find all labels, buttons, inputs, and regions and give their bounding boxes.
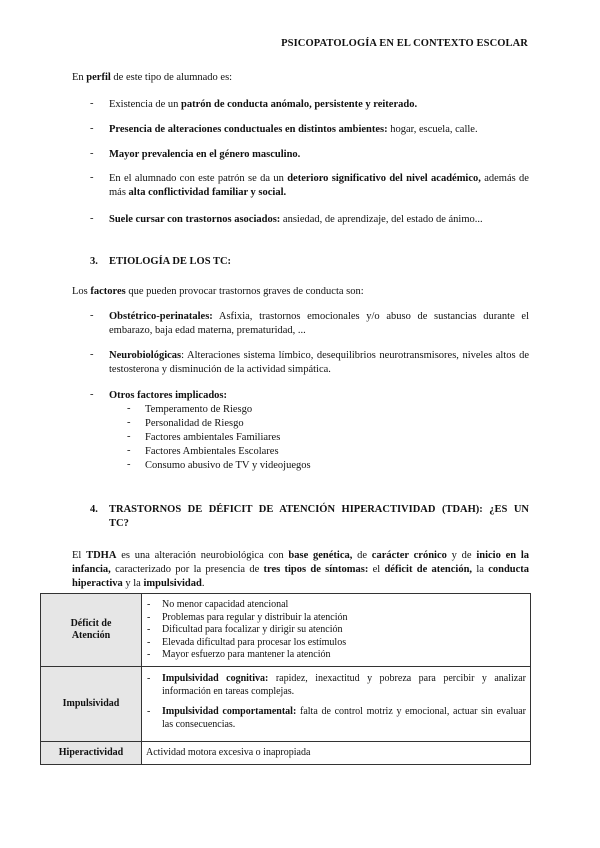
row-content (142, 667, 531, 742)
table-row (41, 667, 531, 742)
sub-list-item: Factores ambientales Familiares (145, 432, 281, 443)
table-list-item: - No menor capacidad atencional (162, 599, 526, 612)
list-item: Obstétrico-perinatales: Asfixia, trastornos emocionales y/o abuso de sustancias durante el embarazo, baja edad materna, prematuridad, ... (109, 311, 529, 336)
section-title-cont: TC? (109, 518, 129, 529)
bullet-dash: - (90, 213, 94, 224)
list-item: Presencia de alteraciones conductuales en distintos ambientes: hogar, escuela, calle. (109, 124, 478, 135)
table-list-item: - Problemas para regular y distribuir la atención (162, 612, 526, 625)
sub-list-item: Consumo abusivo de TV y videojuegos (145, 460, 311, 471)
list-item: Neurobiológicas: Alteraciones sistema límbico, desequilibrios neurotransmisores, niveles altos de testosterona y disminución de la actividad simpática. (109, 350, 529, 375)
sub-bullet: - (127, 459, 131, 470)
table-row (41, 742, 531, 765)
sub-list-item: Temperamento de Riesgo (145, 404, 253, 415)
section-title: ETIOLOGÍA DE LOS TC: (109, 256, 232, 267)
table-list-item: - Mayor esfuerzo para mantener la atención (162, 649, 526, 662)
table-list-item: - Impulsividad cognitiva: rapidez, inexactitud y pobreza para percibir y analizar información en tareas complejas. (162, 673, 526, 698)
tdah-paragraph: El TDHA es una alteración neurobiológica con base genética, de carácter crónico y de inicio en la infancia, caracterizado por la presencia de tres tipos de síntomas: el déficit de atención, la conducta hiperactiva y la impulsividad. (72, 550, 530, 589)
intro-paragraph: En perfil de este tipo de alumnado es: (72, 72, 233, 83)
bullet-dash: - (90, 98, 94, 109)
bullet-dash: - (90, 148, 94, 159)
factors-intro: Los factores que pueden provocar trastornos graves de conducta son: (72, 286, 364, 297)
list-item: Existencia de un patrón de conducta anómalo, persistente y reiterado. (109, 99, 418, 110)
bullet-dash: - (90, 349, 94, 360)
bullet-dash: - (90, 389, 94, 400)
tdah-table (40, 593, 531, 765)
sub-bullet: - (127, 431, 131, 442)
section-number: 3. (90, 256, 98, 267)
sub-bullet: - (127, 403, 131, 414)
list-item: Otros factores implicados: (109, 390, 228, 401)
section-number: 4. (90, 504, 98, 515)
bullet-dash: - (90, 172, 94, 183)
row-label: Déficit de Atención (41, 594, 142, 667)
list-item: En el alumnado con este patrón se da un deterioro significativo del nivel académico, además de más alta conflictividad familiar y social. (109, 173, 529, 198)
row-content: Actividad motora excesiva o inapropiada (142, 742, 531, 765)
section-title: TRASTORNOS DE DÉFICIT DE ATENCIÓN HIPERACTIVIDAD (TDAH): ¿ES UN (109, 504, 529, 515)
list-item: Mayor prevalencia en el género masculino. (109, 149, 301, 160)
table-row (41, 594, 531, 667)
row-content (142, 594, 531, 667)
table-list-item: - Impulsividad comportamental: falta de control motriz y emocional, actuar sin evaluar las consecuencias. (162, 706, 526, 731)
bullet-dash: - (90, 123, 94, 134)
table-list-item: - Dificultad para focalizar y dirigir su atención (162, 624, 526, 637)
sub-list-item: Factores Ambientales Escolares (145, 446, 279, 457)
row-label: Hiperactividad (41, 742, 142, 765)
sub-list-item: Personalidad de Riesgo (145, 418, 244, 429)
row-label: Impulsividad (41, 667, 142, 742)
table-list-item: - Elevada dificultad para procesar los estímulos (162, 637, 526, 650)
bullet-dash: - (90, 310, 94, 321)
page-header: PSICOPATOLOGÍA EN EL CONTEXTO ESCOLAR (281, 38, 528, 49)
sub-bullet: - (127, 445, 131, 456)
list-item: Suele cursar con trastornos asociados: ansiedad, de aprendizaje, del estado de ánimo... (109, 214, 483, 225)
sub-bullet: - (127, 417, 131, 428)
